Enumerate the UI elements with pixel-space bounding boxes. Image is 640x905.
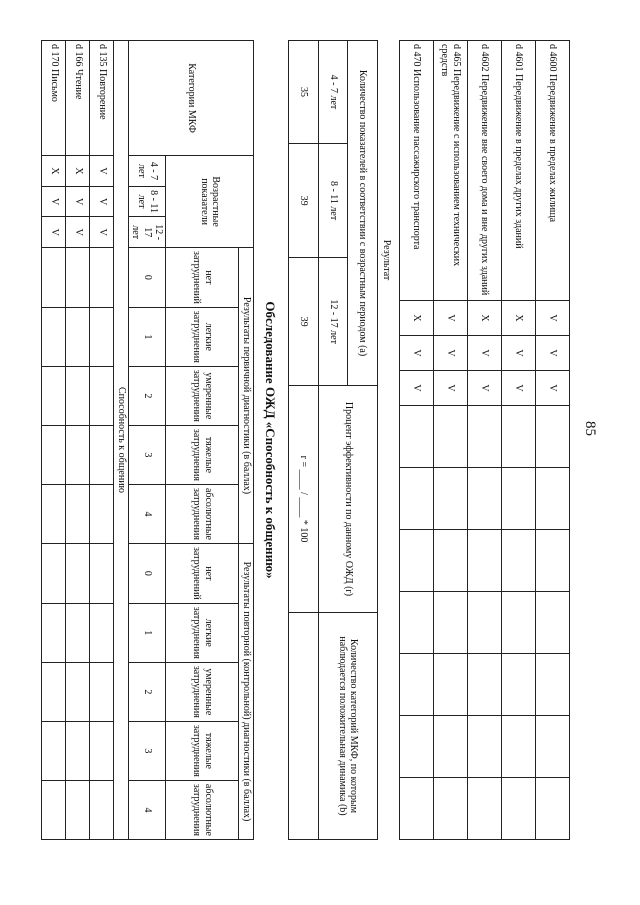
empty-cell	[468, 716, 502, 778]
page-number: 85	[582, 421, 598, 436]
score-header: 0	[129, 248, 167, 308]
empty-cell	[66, 662, 90, 721]
empty-cell	[536, 778, 570, 840]
repeat-header: Результаты повторной (контрольной) диагностики (в баллах)	[239, 543, 254, 839]
empty-cell	[90, 248, 114, 308]
mark-cell: V	[536, 371, 570, 406]
category-label: d 4601 Передвижение в пределах других зданий	[502, 41, 536, 301]
mark-cell: V	[468, 336, 502, 371]
empty-cell	[400, 716, 434, 778]
empty-cell	[434, 654, 468, 716]
mark-cell: V	[90, 217, 114, 248]
empty-cell	[66, 780, 90, 839]
mark-cell: V	[90, 156, 114, 187]
empty-cell	[400, 592, 434, 654]
empty-cell	[536, 406, 570, 468]
empty-cell	[42, 366, 66, 425]
empty-cell	[434, 778, 468, 840]
empty-cell	[502, 530, 536, 592]
empty-cell	[502, 778, 536, 840]
category-label: d 470 Использование пассажирского транспорта	[400, 41, 434, 301]
mark-cell: V	[434, 301, 468, 336]
empty-cell	[502, 654, 536, 716]
category-label: d 4602 Передвижение вне своего дома и вне других зданий	[468, 41, 502, 301]
empty-cell	[66, 366, 90, 425]
mark-cell: V	[536, 301, 570, 336]
primary-header: Результаты первичной диагностики (в баллах)	[239, 248, 254, 544]
mark-cell: V	[66, 186, 90, 217]
subheading-row	[114, 41, 129, 840]
empty-cell	[536, 468, 570, 530]
empty-cell	[502, 592, 536, 654]
value-cell: 35	[289, 41, 319, 144]
empty-cell	[66, 425, 90, 484]
empty-cell	[468, 778, 502, 840]
age-header: 8 - 11 лет	[318, 143, 348, 257]
empty-cell	[90, 662, 114, 721]
category-label: d 135 Повторение	[90, 41, 114, 156]
empty-cell	[42, 780, 66, 839]
empty-cell	[468, 592, 502, 654]
empty-cell	[400, 778, 434, 840]
empty-cell	[42, 603, 66, 662]
level-header: абсолютные затруднения	[166, 484, 239, 543]
mark-cell: V	[400, 371, 434, 406]
age-header: 12 - 17 лет	[318, 258, 348, 386]
score-header: 1	[129, 307, 167, 366]
empty-cell	[90, 780, 114, 839]
age-header: 12 - 17 лет	[129, 217, 167, 248]
empty-cell	[468, 406, 502, 468]
level-header: нет затруднений	[166, 543, 239, 603]
empty-cell	[90, 425, 114, 484]
empty-cell	[66, 721, 90, 780]
communication-table	[42, 40, 255, 840]
rotated-page	[40, 0, 600, 900]
col-a-header: Количество показателей в соответствии с возрастным периодом (а)	[348, 41, 378, 386]
empty-cell	[434, 592, 468, 654]
empty-cell	[66, 543, 90, 603]
empty-cell	[468, 468, 502, 530]
empty-cell	[468, 654, 502, 716]
age-header: 4 - 7 лет	[129, 156, 167, 187]
category-header: Категории МКФ	[129, 41, 254, 156]
empty-cell	[400, 468, 434, 530]
mark-cell: V	[434, 371, 468, 406]
mark-cell: V	[502, 371, 536, 406]
empty-cell	[400, 654, 434, 716]
level-header: легкие затруднения	[166, 307, 239, 366]
score-header: 1	[129, 603, 167, 662]
empty-cell	[42, 248, 66, 308]
score-header: 4	[129, 484, 167, 543]
col-b-header: Количество категорий МКФ, по которым наблюдается положительная динамика (b)	[318, 613, 377, 840]
empty-cell	[66, 484, 90, 543]
result-label: Результат	[381, 239, 392, 281]
level-header: легкие затруднения	[166, 603, 239, 662]
mark-cell: X	[42, 156, 66, 187]
mark-cell: X	[400, 301, 434, 336]
subheading: Способность к общению	[114, 41, 129, 840]
table-row	[66, 41, 90, 840]
empty-cell	[66, 307, 90, 366]
mark-cell: V	[90, 186, 114, 217]
empty-cell	[90, 721, 114, 780]
empty-cell	[434, 530, 468, 592]
empty-cell	[468, 530, 502, 592]
mark-cell: X	[502, 301, 536, 336]
score-header: 0	[129, 543, 167, 603]
score-header: 4	[129, 780, 167, 839]
mark-cell: V	[66, 217, 90, 248]
empty-cell	[536, 654, 570, 716]
mark-cell: V	[42, 217, 66, 248]
table-row	[90, 41, 114, 840]
empty-cell	[42, 425, 66, 484]
level-header: тяжелые затруднения	[166, 425, 239, 484]
empty-cell	[434, 716, 468, 778]
score-header: 3	[129, 425, 167, 484]
mark-cell: V	[434, 336, 468, 371]
mark-cell: V	[400, 336, 434, 371]
mark-cell: V	[468, 371, 502, 406]
empty-cell	[434, 468, 468, 530]
result-table	[288, 40, 378, 840]
empty-cell	[90, 484, 114, 543]
table-row	[502, 41, 536, 840]
level-header: умеренные затруднения	[166, 366, 239, 425]
formula-cell: r = ____ / ____ * 100	[289, 386, 319, 613]
value-cell: 39	[289, 143, 319, 257]
empty-cell	[42, 543, 66, 603]
section-title: Обследование ОЖД «Способность к общению»	[263, 301, 278, 579]
header-row	[239, 41, 254, 840]
category-label: d 465 Передвижение с использованием технических средств	[434, 41, 468, 301]
mark-cell: V	[502, 336, 536, 371]
level-header: тяжелые затруднения	[166, 721, 239, 780]
empty-cell	[502, 716, 536, 778]
age-header: 4 - 7 лет	[318, 41, 348, 144]
col-r-header: Процент эффективности по данному ОЖД (r)	[318, 386, 377, 613]
category-label: d 166 Чтение	[66, 41, 90, 156]
table-row	[434, 41, 468, 840]
table-row	[536, 41, 570, 840]
value-cell: 39	[289, 258, 319, 386]
score-header: 2	[129, 366, 167, 425]
score-header: 2	[129, 662, 167, 721]
empty-cell	[536, 592, 570, 654]
empty-cell	[42, 307, 66, 366]
empty-cell	[536, 530, 570, 592]
empty-cell	[42, 484, 66, 543]
mark-cell: X	[66, 156, 90, 187]
category-label: d 4600 Передвижение в пределах жилища	[536, 41, 570, 301]
empty-cell	[400, 530, 434, 592]
level-header: абсолютные затруднения	[166, 780, 239, 839]
empty-cell	[90, 543, 114, 603]
empty-cell	[536, 716, 570, 778]
table-row	[400, 41, 434, 840]
mark-cell: X	[468, 301, 502, 336]
category-label: d 170 Письмо	[42, 41, 66, 156]
age-header: 8 - 11 лет	[129, 186, 167, 217]
empty-cell	[502, 406, 536, 468]
mobility-table	[399, 40, 570, 840]
empty-cell	[42, 721, 66, 780]
age-group-header: Возрастные показатели	[166, 156, 254, 248]
empty-cell	[42, 662, 66, 721]
table-row	[468, 41, 502, 840]
empty-cell	[502, 468, 536, 530]
header-row	[129, 41, 167, 840]
empty-cell	[66, 603, 90, 662]
level-header: умеренные затруднения	[166, 662, 239, 721]
table-row	[42, 41, 66, 840]
empty-cell	[90, 366, 114, 425]
score-header: 3	[129, 721, 167, 780]
empty-cell	[90, 603, 114, 662]
mark-cell: V	[536, 336, 570, 371]
empty-cell	[90, 307, 114, 366]
mark-cell: V	[42, 186, 66, 217]
level-header: нет затруднений	[166, 248, 239, 308]
empty-cell	[400, 406, 434, 468]
empty-cell	[434, 406, 468, 468]
empty-cell	[289, 613, 319, 840]
empty-cell	[66, 248, 90, 308]
